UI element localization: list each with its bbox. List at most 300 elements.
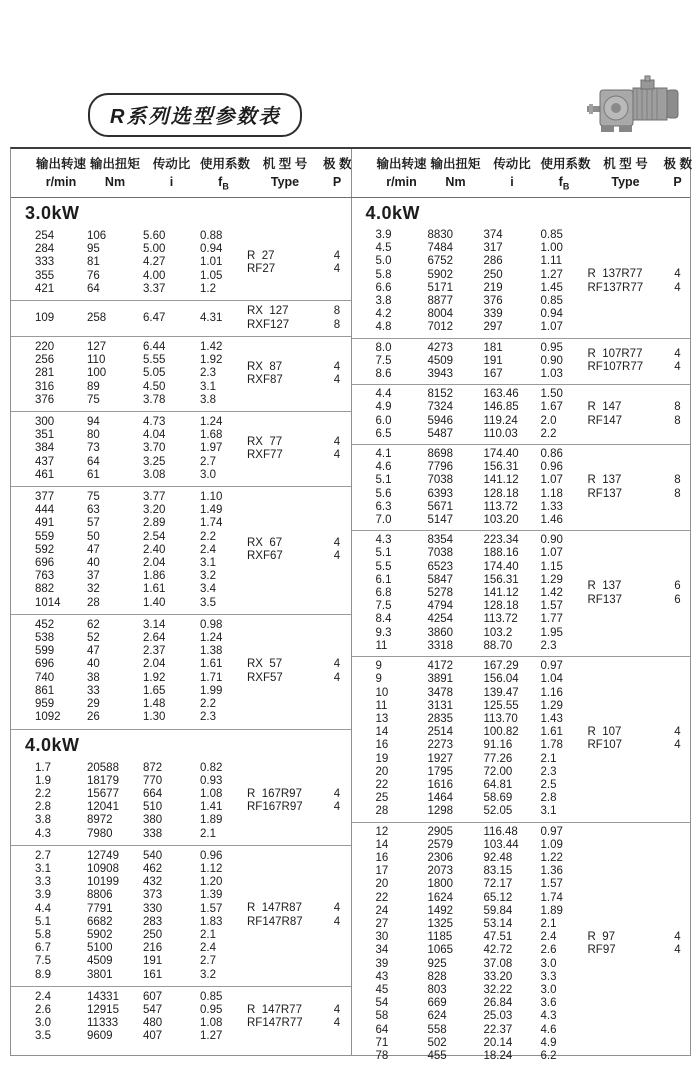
ratio-value: 3.78 [143,393,166,406]
torque-value: 1616 [427,778,454,791]
torque-value: 6393 [427,487,454,500]
ratio-value: 119.24 [483,414,518,427]
ratio-value: 110.03 [483,427,518,440]
torque-value: 7484 [427,242,454,255]
torque-value: 2073 [427,865,454,878]
model-type: R 147R77 RF147R77 [247,1003,303,1030]
speed-value: 1.9 [35,774,51,787]
torque-value: 4509 [427,354,454,367]
torque-value: 2273 [427,739,454,752]
torque-value: 1065 [427,944,454,957]
torque-value: 38 [87,671,100,684]
torque-value: 1298 [427,805,454,818]
pole-header-label: 极 数 [323,157,352,172]
torque-value: 8806 [87,889,113,902]
speed-value: 3.0 [35,1017,51,1030]
speed-value: 4.8 [375,321,392,334]
usage-factor-value: 1.78 [540,739,563,752]
torque-header-label: 输出扭矩 [89,157,140,172]
ratio-value: 156.31 [483,461,519,474]
usage-factor-value: 0.86 [540,448,563,461]
ratio-value: 2.37 [143,645,166,658]
ratio-value: 510 [143,801,163,814]
torque-value: 63 [87,504,100,517]
speed-value: 78 [375,1049,389,1062]
ratio-value: 250 [143,928,163,941]
torque-value: 7012 [427,321,454,334]
speed-value: 461 [35,468,55,481]
torque-value: 828 [427,970,447,983]
usage-factor-value: 2.3 [200,367,216,380]
torque-value: 4254 [427,613,454,626]
usage-factor-value: 1.18 [540,487,563,500]
usage-factor-value: 4.31 [200,311,223,324]
speed-value: 4.4 [375,388,392,401]
torque-value: 75 [87,491,100,504]
usage-factor-value: 1.46 [540,514,563,527]
usage-factor-value: 2.8 [540,792,557,805]
usage-factor-value: 1.10 [200,491,223,504]
ratio-value: 58.69 [483,792,513,805]
usage-factor-value: 1.67 [540,401,563,414]
ratio-value: 103.20 [483,514,519,527]
power-section-heading: 3.0kW [25,203,80,223]
ratio-value: 3.20 [143,504,166,517]
speed-value: 7.0 [375,514,392,527]
torque-value: 8004 [427,308,454,321]
usage-factor-value: 4.3 [540,1010,557,1023]
torque-value: 12749 [87,849,119,862]
torque-value: 14331 [87,990,119,1003]
power-section-heading: 4.0kW [365,203,421,223]
ratio-value: 286 [483,255,503,268]
usage-factor-value: 1.27 [200,1030,223,1043]
ratio-symbol-label: i [169,175,174,190]
torque-value: 5902 [87,928,113,941]
usage-factor-value: 2.7 [200,955,216,968]
speed-value: 8.4 [375,613,392,626]
torque-value: 127 [87,341,107,354]
usage-factor-value: 1.07 [540,547,563,560]
speed-value: 13 [375,712,389,725]
torque-value: 18179 [87,774,119,787]
pole-count: 4 4 [333,536,341,563]
pole-count: 4 4 [674,347,681,374]
speed-value: 5.8 [35,928,51,941]
speed-value: 1.7 [35,761,51,774]
usage-factor-value: 2.7 [200,455,216,468]
usage-factor-value: 1.61 [200,658,223,671]
ratio-value: 1.65 [143,684,166,697]
speed-value: 377 [35,491,55,504]
torque-value: 3860 [427,626,454,639]
ratio-value: 5.00 [143,243,166,256]
ratio-value: 317 [483,242,503,255]
pole-count: 4 4 [333,360,341,387]
usage-factor-value: 1.27 [540,268,563,281]
usage-factor-value: 1.45 [540,281,563,294]
usage-factor-value: 0.85 [540,229,563,241]
ratio-value: 139.47 [483,686,519,699]
speed-value: 71 [375,1036,389,1049]
torque-value: 106 [87,230,107,242]
usage-factor-value: 1.08 [200,1017,223,1030]
ratio-value: 770 [143,774,163,787]
speed-value: 444 [35,504,55,517]
ratio-value: 116.48 [483,825,518,838]
ratio-header-label: 传动比 [493,157,531,172]
usage-factor-value: 3.1 [540,805,557,818]
usage-factor-value: 2.6 [540,944,557,957]
type-header-label: 机 型 号 [262,157,308,172]
ratio-value: 103.44 [483,838,519,851]
model-type: R 27 RF27 [247,249,276,275]
torque-value: 7796 [427,461,454,474]
torque-value: 1795 [427,765,454,778]
usage-factor-value: 0.82 [200,761,223,774]
torque-value: 8698 [427,448,454,461]
speed-value: 4.1 [375,448,392,461]
torque-value: 2579 [427,838,454,851]
speed-value: 959 [35,698,55,711]
torque-value: 8830 [427,229,454,241]
spec-group [11,614,351,729]
ratio-value: 174.40 [483,448,519,461]
speed-value: 5.6 [375,487,392,500]
torque-value: 64 [87,282,100,295]
speed-value: 763 [35,570,55,583]
torque-value: 7038 [427,547,454,560]
speed-value: 6.6 [375,281,392,294]
ratio-value: 83.15 [483,865,513,878]
ratio-value: 25.03 [483,1010,513,1023]
torque-value: 95 [87,243,100,256]
torque-header-label: 输出扭矩 [430,157,481,172]
ratio-value: 2.89 [143,517,166,530]
usage-factor-value: 2.1 [200,928,216,941]
torque-value: 1325 [427,917,454,930]
torque-value: 4509 [87,955,113,968]
speed-value: 6.5 [375,427,392,440]
usage-factor-value: 0.90 [540,534,563,547]
ratio-value: 297 [483,321,503,334]
ratio-value: 373 [143,889,163,902]
usage-factor-value: 2.2 [540,427,557,440]
speed-value: 8.0 [375,341,392,354]
ratio-value: 3.37 [143,282,166,295]
ratio-value: 432 [143,876,163,889]
ratio-value: 32.22 [483,983,513,996]
usage-factor-value: 1.57 [540,600,563,613]
model-type: R 167R97 RF167R97 [247,787,303,814]
usage-factor-value: 3.0 [200,468,216,481]
torque-value: 7038 [427,474,454,487]
usage-factor-value: 1.03 [540,368,563,381]
ratio-value: 128.18 [483,600,519,613]
ratio-value: 2.04 [143,658,166,671]
speed-value: 22 [375,891,389,904]
power-section-heading: 4.0kW [11,729,351,758]
torque-value: 558 [427,1023,447,1036]
torque-value: 1185 [427,931,453,944]
usage-factor-value: 1.99 [200,684,223,697]
pole-count: 8 8 [674,474,681,500]
torque-value: 624 [427,1010,447,1023]
ratio-value: 4.00 [143,269,166,282]
ratio-value: 103.2 [483,626,513,639]
table-column-right [351,198,691,1062]
ratio-value: 664 [143,787,163,800]
torque-value: 1492 [427,904,454,917]
torque-value: 10199 [87,876,119,889]
torque-value: 3943 [427,368,454,381]
ratio-value: 26.84 [483,997,513,1010]
speed-value: 27 [375,917,389,930]
speed-value: 861 [35,684,55,697]
torque-value: 5487 [427,427,454,440]
usage-symbol-label: $f_B$ [558,175,570,192]
ratio-value: 113.72 [483,500,518,513]
usage-factor-value: 1.74 [200,517,223,530]
speed-value: 45 [375,983,389,996]
usage-factor-value: 0.98 [200,618,223,631]
gear-motor-image [585,76,685,140]
torque-value: 3478 [427,686,454,699]
speed-value: 7.5 [35,955,51,968]
torque-value: 4273 [427,341,454,354]
ratio-value: 376 [483,295,503,308]
usage-factor-value: 0.88 [200,230,223,242]
speed-value: 3.5 [35,1030,51,1043]
ratio-value: 167 [483,368,503,381]
spec-group [352,444,691,530]
spec-group [352,338,691,385]
torque-value: 61 [87,468,100,481]
ratio-value: 72.17 [483,878,513,891]
speed-value: 11 [375,699,388,712]
usage-factor-value: 1.2 [200,282,216,295]
ratio-value: 4.04 [143,429,166,442]
type-header-label: 机 型 号 [603,157,648,172]
usage-factor-value: 1.12 [200,862,223,875]
ratio-value: 462 [143,862,163,875]
usage-factor-value: 2.2 [200,698,216,711]
usage-factor-value: 1.74 [540,891,563,904]
model-type: R 147R87 RF147R87 [247,902,303,928]
ratio-value: 47.51 [483,931,513,944]
speed-value: 355 [35,269,55,282]
ratio-value: 113.72 [483,613,518,626]
usage-factor-value: 2.1 [540,752,557,765]
usage-factor-value: 1.07 [540,321,563,334]
speed-value: 599 [35,645,55,658]
speed-value: 4.6 [375,461,392,474]
speed-value: 3.9 [35,889,51,902]
speed-value: 5.1 [375,474,392,487]
speed-header-label: 输出转速 [376,157,427,172]
speed-value: 6.8 [375,587,392,600]
usage-factor-value: 1.22 [540,851,563,864]
ratio-value: 330 [143,902,163,915]
usage-factor-value: 0.90 [540,354,563,367]
ratio-value: 42.72 [483,944,513,957]
ratio-value: 5.05 [143,367,166,380]
ratio-value: 141.12 [483,474,519,487]
usage-factor-value: 1.11 [540,255,563,268]
speed-value: 351 [35,429,55,442]
ratio-value: 125.55 [483,699,519,712]
usage-factor-value: 0.85 [540,295,563,308]
speed-value: 16 [375,851,389,864]
speed-value: 300 [35,416,55,429]
speed-value: 10 [375,686,389,699]
table-body [11,198,690,1062]
usage-factor-value: 0.95 [200,1003,223,1016]
ratio-value: 6.44 [143,341,166,354]
pole-count: 4 4 [333,658,341,684]
speed-value: 4.3 [375,534,392,547]
speed-value: 58 [375,1010,389,1023]
ratio-value: 480 [143,1017,163,1030]
speed-value: 7.5 [375,600,392,613]
torque-unit-label: Nm [445,175,466,190]
usage-factor-value: 1.89 [540,904,563,917]
torque-value: 64 [87,455,100,468]
ratio-value: 1.61 [143,583,166,596]
spec-group [11,758,351,845]
torque-value: 80 [87,429,100,442]
usage-factor-value: 2.3 [540,765,557,778]
ratio-value: 2.04 [143,557,166,570]
ratio-value: 283 [143,915,163,928]
torque-value: 12041 [87,801,119,814]
ratio-value: 191 [143,955,163,968]
ratio-value: 374 [483,229,503,241]
usage-factor-value: 1.61 [540,726,563,739]
torque-value: 6752 [427,255,454,268]
ratio-value: 59.84 [483,904,513,917]
usage-factor-value: 0.95 [540,341,563,354]
ratio-value: 540 [143,849,163,862]
usage-factor-value: 1.77 [540,613,563,626]
spec-group [352,822,691,1067]
usage-factor-value: 2.5 [540,778,557,791]
speed-value: 559 [35,530,55,543]
usage-factor-value: 1.00 [540,242,563,255]
ratio-value: 113.70 [483,712,518,725]
pole-count: 4 4 [333,1003,341,1030]
usage-factor-value: 1.57 [200,902,223,915]
usage-factor-value: 1.07 [540,474,563,487]
speed-value: 24 [375,904,389,917]
model-type: R 137 RF137 [587,580,623,606]
usage-factor-value: 2.1 [540,917,557,930]
pole-count: 4 4 [333,249,341,275]
speed-value: 5.0 [375,255,392,268]
model-type: R 137 RF137 [587,474,623,500]
usage-factor-value: 0.96 [540,461,563,474]
model-type: R 97 RF97 [587,930,616,957]
ratio-value: 5.60 [143,230,166,242]
speed-value: 30 [375,931,389,944]
torque-value: 10908 [87,862,119,875]
torque-value: 3318 [427,639,454,652]
torque-value: 47 [87,543,100,556]
pole-count: 4 4 [674,930,681,957]
pole-symbol-label: P [673,175,682,190]
ratio-value: 338 [143,827,163,840]
usage-factor-value: 0.96 [200,849,223,862]
torque-value: 7324 [427,401,454,414]
spec-group [352,226,691,338]
torque-value: 9609 [87,1030,113,1043]
speed-value: 696 [35,557,55,570]
ratio-value: 223.34 [483,534,519,547]
ratio-value: 2.64 [143,632,166,645]
pole-count: 4 4 [333,902,341,928]
speed-value: 284 [35,243,55,256]
usage-header-label: 使用系数 [540,157,591,172]
model-type: RX 87 RXF87 [247,360,283,387]
torque-value: 2835 [427,712,454,725]
torque-value: 50 [87,530,100,543]
usage-factor-value: 3.5 [200,596,216,609]
type-symbol-label: Type [611,175,640,190]
speed-value: 43 [375,970,389,983]
speed-value: 64 [375,1023,389,1036]
usage-factor-value: 1.05 [200,269,223,282]
torque-value: 75 [87,393,100,406]
usage-factor-value: 1.04 [540,673,563,686]
speed-value: 39 [375,957,389,970]
usage-factor-value: 1.95 [540,626,563,639]
pole-count: 8 8 [333,305,341,331]
torque-value: 8152 [427,388,454,401]
usage-factor-value: 1.36 [540,865,563,878]
torque-value: 20588 [87,761,119,774]
ratio-value: 77.26 [483,752,513,765]
torque-value: 258 [87,311,107,324]
usage-factor-value: 1.57 [540,878,563,891]
speed-value: 384 [35,442,55,455]
torque-value: 40 [87,557,100,570]
torque-value: 3891 [427,673,454,686]
speed-value: 9.3 [375,626,392,639]
torque-value: 502 [427,1036,447,1049]
speed-value: 281 [35,367,55,380]
torque-value: 2514 [427,726,454,739]
speed-value: 14 [375,838,389,851]
usage-factor-value: 1.29 [540,699,563,712]
torque-value: 81 [87,256,100,269]
ratio-value: 380 [143,814,163,827]
usage-factor-value: 0.93 [200,774,223,787]
speed-value: 376 [35,393,55,406]
usage-factor-value: 1.49 [200,504,223,517]
usage-factor-value: 1.29 [540,573,563,586]
speed-value: 34 [375,944,389,957]
speed-value: 54 [375,997,389,1010]
usage-factor-value: 1.43 [540,712,563,725]
torque-value: 4794 [427,600,454,613]
ratio-value: 65.12 [483,891,513,904]
speed-value: 14 [375,726,389,739]
torque-value: 5671 [427,500,454,513]
usage-factor-value: 1.01 [200,256,223,269]
usage-factor-value: 1.68 [200,429,223,442]
speed-value: 4.2 [375,308,392,321]
speed-value: 740 [35,671,55,684]
